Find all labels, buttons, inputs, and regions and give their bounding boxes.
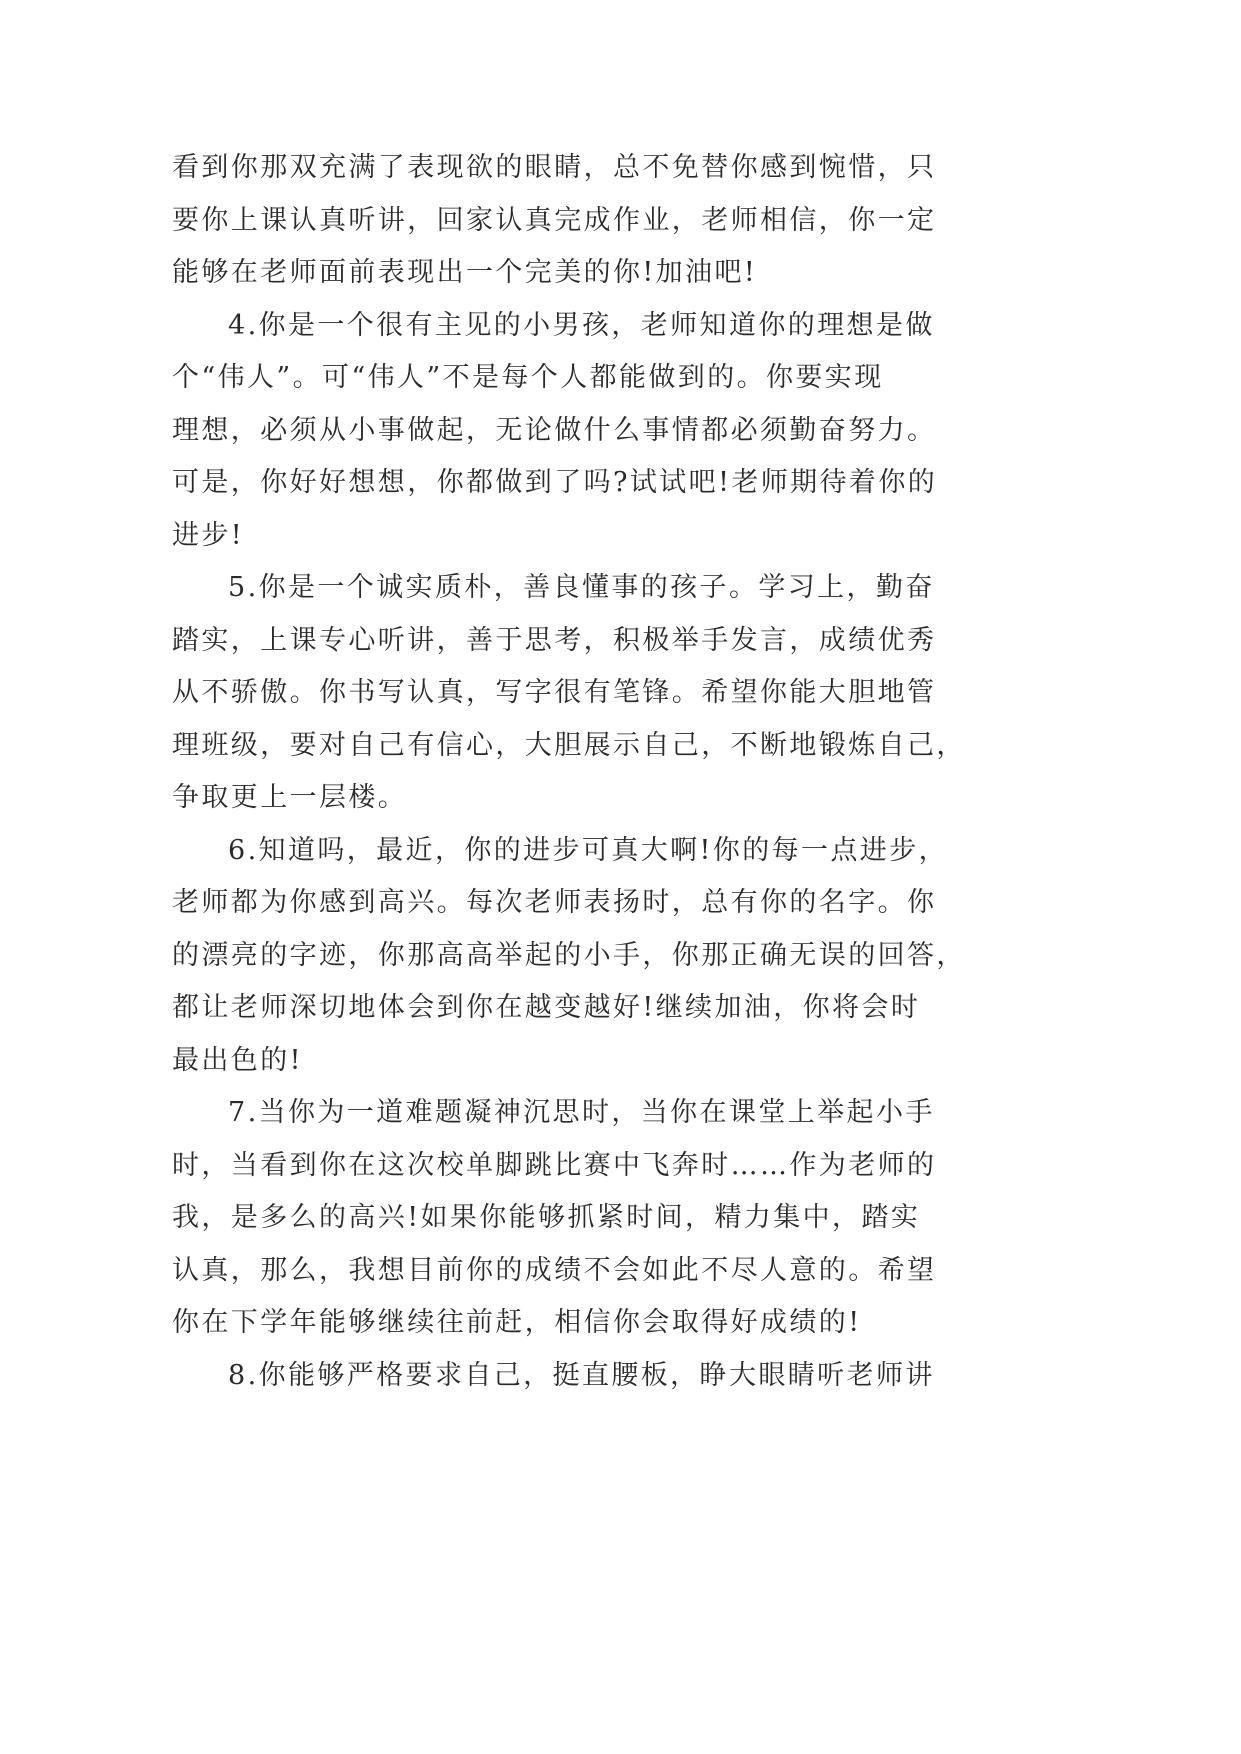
text-line: 都让老师深切地体会到你在越变越好!继续加油，你将会时 [172,992,921,1023]
text-line: 理班级，要对自己有信心，大胆展示自己，不断地锻炼自己， [172,729,966,761]
body-text [172,142,1072,1402]
text-line: 你在下学年能够继续往前赶，相信你会取得好成绩的! [172,1307,862,1338]
text-line: 6.知道吗，最近，你的进步可真大啊!你的每一点进步， [228,834,949,866]
text-line: 4.你是一个很有主见的小男孩，老师知道你的理想是做 [228,309,935,341]
text-line: 5.你是一个诚实质朴，善良懂事的孩子。学习上，勤奋 [228,572,935,603]
text-line: 8.你能够严格要求自己，挺直腰板，睁大眼睛听老师讲 [228,1359,935,1391]
text-line: 7.当你为一道难题凝神沉思时，当你在课堂上举起小手 [228,1097,935,1128]
text-line: 进步! [172,519,245,551]
text-line: 争取更上一层楼。 [172,782,408,813]
paragraph [172,142,1072,300]
text-line: 个“伟人”。可“伟人”不是每个人都能做到的。你要实现 [172,362,884,393]
text-line: 踏实，上课专心听讲，善于思考，积极举手发言，成绩优秀 [172,624,937,656]
text-line: 认真，那么，我想目前你的成绩不会如此不尽人意的。希望 [172,1254,937,1286]
text-line: 从不骄傲。你书写认真，写字很有笔锋。希望你能大胆地管 [172,677,937,708]
paragraph-item-8 [172,1350,1072,1403]
text-line: 老师都为你感到高兴。每次老师表扬时，总有你的名字。你 [172,887,937,918]
text-line: 的漂亮的字迹，你那高高举起的小手，你那正确无误的回答， [172,939,966,971]
text-line: 能够在老师面前表现出一个完美的你!加油吧! [172,257,758,288]
text-line: 看到你那双充满了表现欲的眼睛，总不免替你感到惋惜，只 [172,152,937,183]
text-line: 要你上课认真听讲，回家认真完成作业，老师相信，你一定 [172,204,937,236]
text-line: 最出色的! [172,1044,303,1076]
paragraph-item-6 [172,825,1072,1088]
text-line: 可是，你好好想想，你都做到了吗?试试吧!老师期待着你的 [172,467,938,498]
text-line: 时，当看到你在这次校单脚跳比赛中飞奔时……作为老师的 [172,1149,937,1181]
paragraph-item-4 [172,300,1072,563]
text-line: 理想，必须从小事做起，无论做什么事情都必须勤奋努力。 [172,414,937,446]
text-line: 我，是多么的高兴!如果你能够抓紧时间，精力集中，踏实 [172,1202,921,1233]
paragraph-item-7 [172,1087,1072,1350]
paragraph-item-5 [172,562,1072,825]
